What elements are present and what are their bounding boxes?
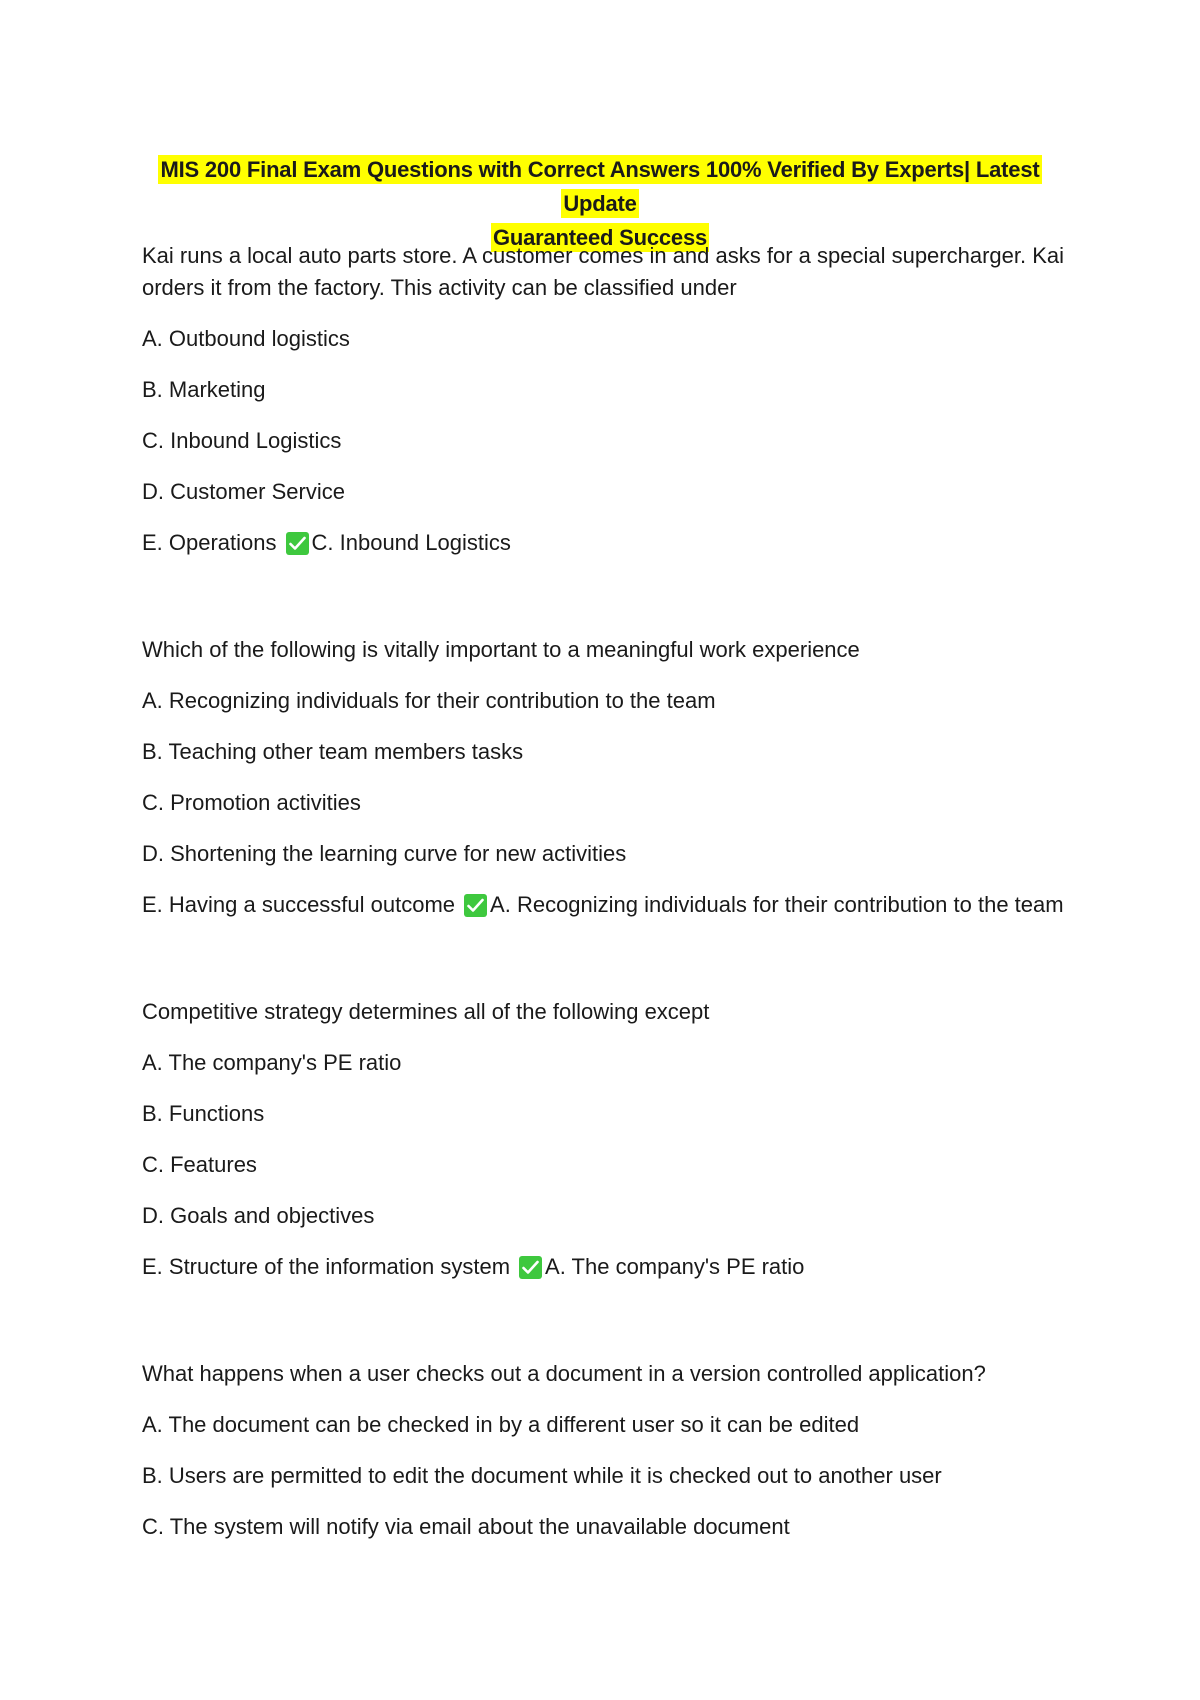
option-a: A. Outbound logistics — [142, 326, 350, 351]
question-text: Which of the following is vitally important to a meaningful work experience — [142, 637, 860, 662]
check-mark-icon — [286, 532, 309, 555]
option-e-with-answer — [142, 527, 511, 559]
correct-answer: A. Recognizing individuals for their contribution to the team — [490, 892, 1064, 917]
option-b: B. Functions — [142, 1101, 265, 1126]
question-list — [142, 240, 1072, 1562]
option-c: C. Inbound Logistics — [142, 428, 342, 453]
spacer — [142, 1302, 1072, 1358]
question-2 — [142, 634, 1072, 940]
option-b: B. Marketing — [142, 377, 266, 402]
option-e-with-answer — [142, 1251, 804, 1283]
option-b: B. Users are permitted to edit the document while it is checked out to another user — [142, 1463, 942, 1488]
option-d: D. Customer Service — [142, 479, 345, 504]
option-e: E. Having a successful outcome — [142, 892, 456, 917]
option-c: C. The system will notify via email about the unavailable document — [142, 1514, 790, 1539]
option-b: B. Teaching other team members tasks — [142, 739, 524, 764]
title-line-1: MIS 200 Final Exam Questions with Correct Answers 100% Verified By Experts| Latest Update — [160, 157, 1040, 216]
title-line-2: Guaranteed Success — [492, 225, 708, 250]
option-e: E. Structure of the information system — [142, 1254, 511, 1279]
question-1 — [142, 240, 1072, 578]
question-text: Competitive strategy determines all of the following except — [142, 999, 710, 1024]
spacer — [142, 940, 1072, 996]
check-mark-icon — [464, 894, 487, 917]
question-3 — [142, 996, 1072, 1302]
option-e-with-answer — [142, 889, 1064, 921]
question-text: Kai runs a local auto parts store. A customer comes in and asks for a special supercharger. Kai orders it from the factory. This activity can be classified under — [142, 243, 1065, 300]
correct-answer: A. The company's PE ratio — [545, 1254, 805, 1279]
option-c: C. Promotion activities — [142, 790, 361, 815]
option-d: D. Shortening the learning curve for new activities — [142, 841, 627, 866]
option-a: A. Recognizing individuals for their contribution to the team — [142, 688, 716, 713]
check-mark-icon — [519, 1256, 542, 1279]
option-e: E. Operations — [142, 530, 277, 555]
question-4 — [142, 1358, 1072, 1543]
spacer — [142, 578, 1072, 634]
question-text: What happens when a user checks out a document in a version controlled application? — [142, 1361, 986, 1386]
option-d: D. Goals and objectives — [142, 1203, 375, 1228]
option-c: C. Features — [142, 1152, 257, 1177]
option-a: A. The document can be checked in by a different user so it can be edited — [142, 1412, 860, 1437]
correct-answer: C. Inbound Logistics — [311, 530, 511, 555]
option-a: A. The company's PE ratio — [142, 1050, 402, 1075]
